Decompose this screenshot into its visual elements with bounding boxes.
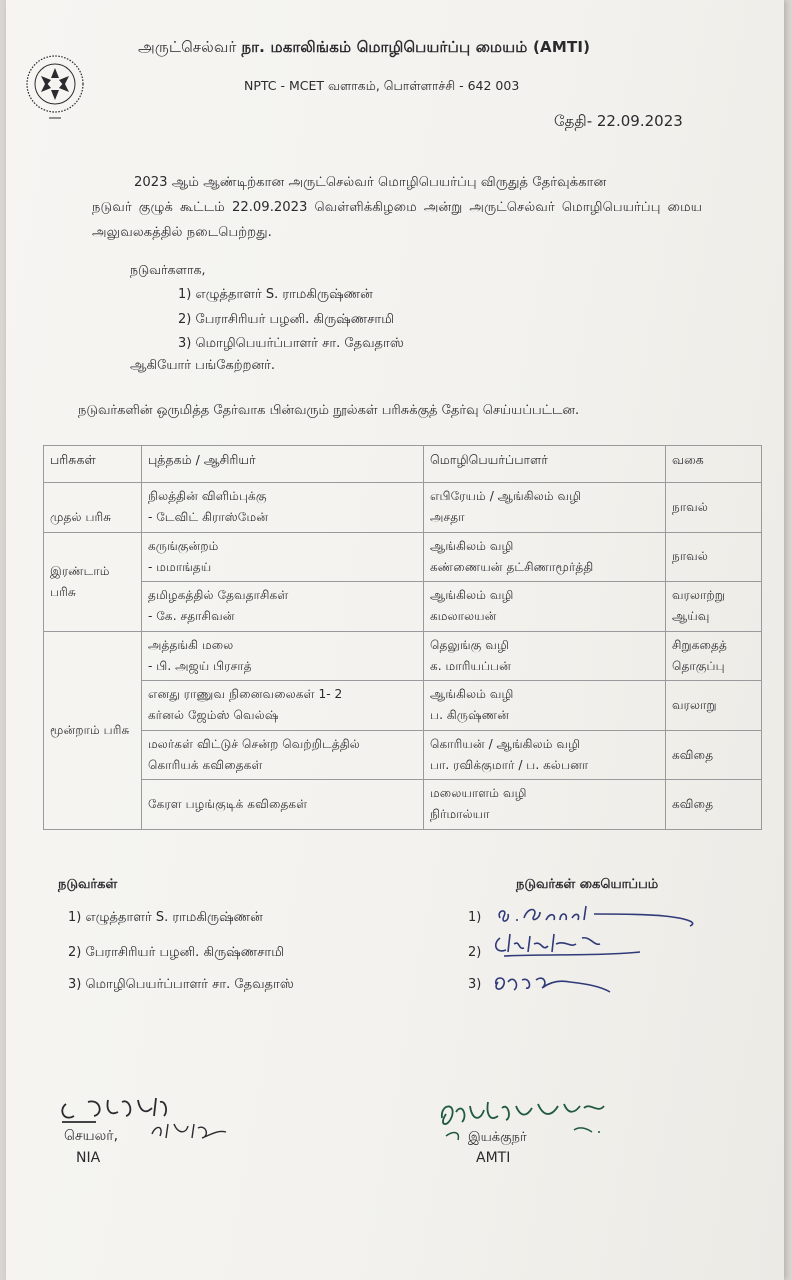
header-prizes: பரிசுகள் (44, 446, 142, 483)
judge-item: 2) பேராசிரியர் பழனி. கிருஷ்ணசாமி (178, 312, 395, 327)
table-header-row (44, 446, 762, 483)
translator-cell: ஆங்கிலம் வழி கமலாலயன் (424, 582, 666, 632)
org-title-prefix: அருட்செல்வர் (138, 38, 237, 56)
book-cell: கேரள பழங்குடிக் கவிதைகள் (142, 780, 424, 830)
selection-statement: நடுவர்களின் ஒருமித்த தேர்வாக பின்வரும் நூல்கள் பரிசுக்குத் தேர்வு செய்யப்பட்டன. (78, 403, 580, 418)
judge-item: 3) மொழிபெயர்ப்பாளர் சா. தேவதாஸ் (178, 336, 404, 351)
organization-address: NPTC - MCET வளாகம், பொள்ளாச்சி - 642 003 (244, 78, 520, 93)
table-row (44, 780, 762, 830)
category-cell: வரலாற்று ஆய்வு (666, 582, 762, 632)
secretary-organization: NIA (76, 1150, 101, 1166)
book-cell: மலர்கள் விட்டுச் சென்ற வெற்றிடத்தில் கொரியக் கவிதைகள் (142, 730, 424, 780)
director-organization: AMTI (476, 1150, 511, 1166)
document-date: தேதி- 22.09.2023 (554, 112, 683, 130)
signature-number: 3) (468, 977, 482, 992)
judges-heading: நடுவர்கள் (58, 877, 118, 892)
translator-cell: ஆங்கிலம் வழி ப. கிருஷ்ணன் (424, 681, 666, 731)
translator-cell: மலையாளம் வழி நிர்மால்யா (424, 780, 666, 830)
meeting-paragraph (92, 170, 702, 245)
category-cell: சிறுகதைத் தொகுப்பு (666, 631, 762, 681)
book-cell: அத்தங்கி மலை - பி. அஜய் பிரசாத் (142, 631, 424, 681)
book-cell: எனது ராணுவ நினைவலைகள் 1- 2 கர்னல் ஜேம்ஸ் வெல்ஷ் (142, 681, 424, 731)
secretary-role: செயலர், (64, 1128, 119, 1144)
director-signature (434, 1092, 624, 1144)
judges-outro: ஆகியோர் பங்கேற்றனர். (130, 358, 276, 373)
translator-cell: கொரியன் / ஆங்கிலம் வழி பா. ரவிக்குமார் / ப. கல்பனா (424, 730, 666, 780)
table-row (44, 730, 762, 780)
book-cell: நிலத்தின் விளிம்புக்கு - டேவிட் கிராஸ்மேன் (142, 483, 424, 533)
signature-number: 1) (468, 910, 482, 925)
table-row (44, 631, 762, 681)
category-cell: கவிதை (666, 730, 762, 780)
prize-second: இரண்டாம் பரிசு (44, 532, 142, 631)
signature-number: 2) (468, 945, 482, 960)
header-book-author: புத்தகம் / ஆசிரியர் (142, 446, 424, 483)
translator-cell: தெலுங்கு வழி க. மாரியப்பன் (424, 631, 666, 681)
prize-table (43, 445, 762, 830)
judges-intro: நடுவர்களாக, (130, 262, 206, 277)
judge-item: 1) எழுத்தாளர் S. ராமகிருஷ்ணன் (178, 287, 373, 302)
translator-cell: ஆங்கிலம் வழி கண்ணையன் தட்சிணாமூர்த்தி (424, 532, 666, 582)
handwritten-signature-2 (490, 930, 650, 960)
signatory-judge: 3) மொழிபெயர்ப்பாளர் சா. தேவதாஸ் (68, 977, 294, 992)
prize-third: மூன்றாம் பரிசு (44, 631, 142, 829)
table-row (44, 681, 762, 731)
signatory-judge: 2) பேராசிரியர் பழனி. கிருஷ்ணசாமி (68, 945, 285, 960)
judges-signature-heading: நடுவர்கள் கையொப்பம் (516, 877, 659, 892)
table-row (44, 483, 762, 533)
handwritten-signature-3 (490, 968, 620, 998)
table-row (44, 582, 762, 632)
book-cell: தமிழகத்தில் தேவதாசிகள் - கே. சதாசிவன் (142, 582, 424, 632)
translator-cell: எபிரேயம் / ஆங்கிலம் வழி அசதா (424, 483, 666, 533)
prize-first: முதல் பரிசு (44, 483, 142, 533)
handwritten-signature-1 (494, 900, 704, 930)
signatory-judge: 1) எழுத்தாளர் S. ராமகிருஷ்ணன் (68, 910, 263, 925)
organization-title (138, 38, 590, 58)
book-cell: கருங்குன்றம் - மமாங்தய் (142, 532, 424, 582)
category-cell: நாவல் (666, 483, 762, 533)
table-row (44, 532, 762, 582)
director-role: இயக்குநர் (468, 1130, 527, 1145)
paragraph-rest: நடுவர் குழுக் கூட்டம் 22.09.2023 வெள்ளிக்கிழமை அன்று அருட்செல்வர் மொழிபெயர்ப்பு மைய அலுவலகத்தில் நடைபெற்றது. (92, 200, 702, 240)
amti-logo-seal (24, 44, 86, 132)
category-cell: நாவல் (666, 532, 762, 582)
org-title-bold: நா. மகாலிங்கம் மொழிபெயர்ப்பு மையம் (AMTI) (241, 38, 591, 56)
document-page (6, 0, 784, 1280)
category-cell: கவிதை (666, 780, 762, 830)
paragraph-line-1: 2023 ஆம் ஆண்டிற்கான அருட்செல்வர் மொழிபெயர்ப்பு விருதுத் தேர்வுக்கான (134, 175, 607, 190)
header-category: வகை (666, 446, 762, 483)
category-cell: வரலாறு (666, 681, 762, 731)
header-translator: மொழிபெயர்ப்பாளர் (424, 446, 666, 483)
